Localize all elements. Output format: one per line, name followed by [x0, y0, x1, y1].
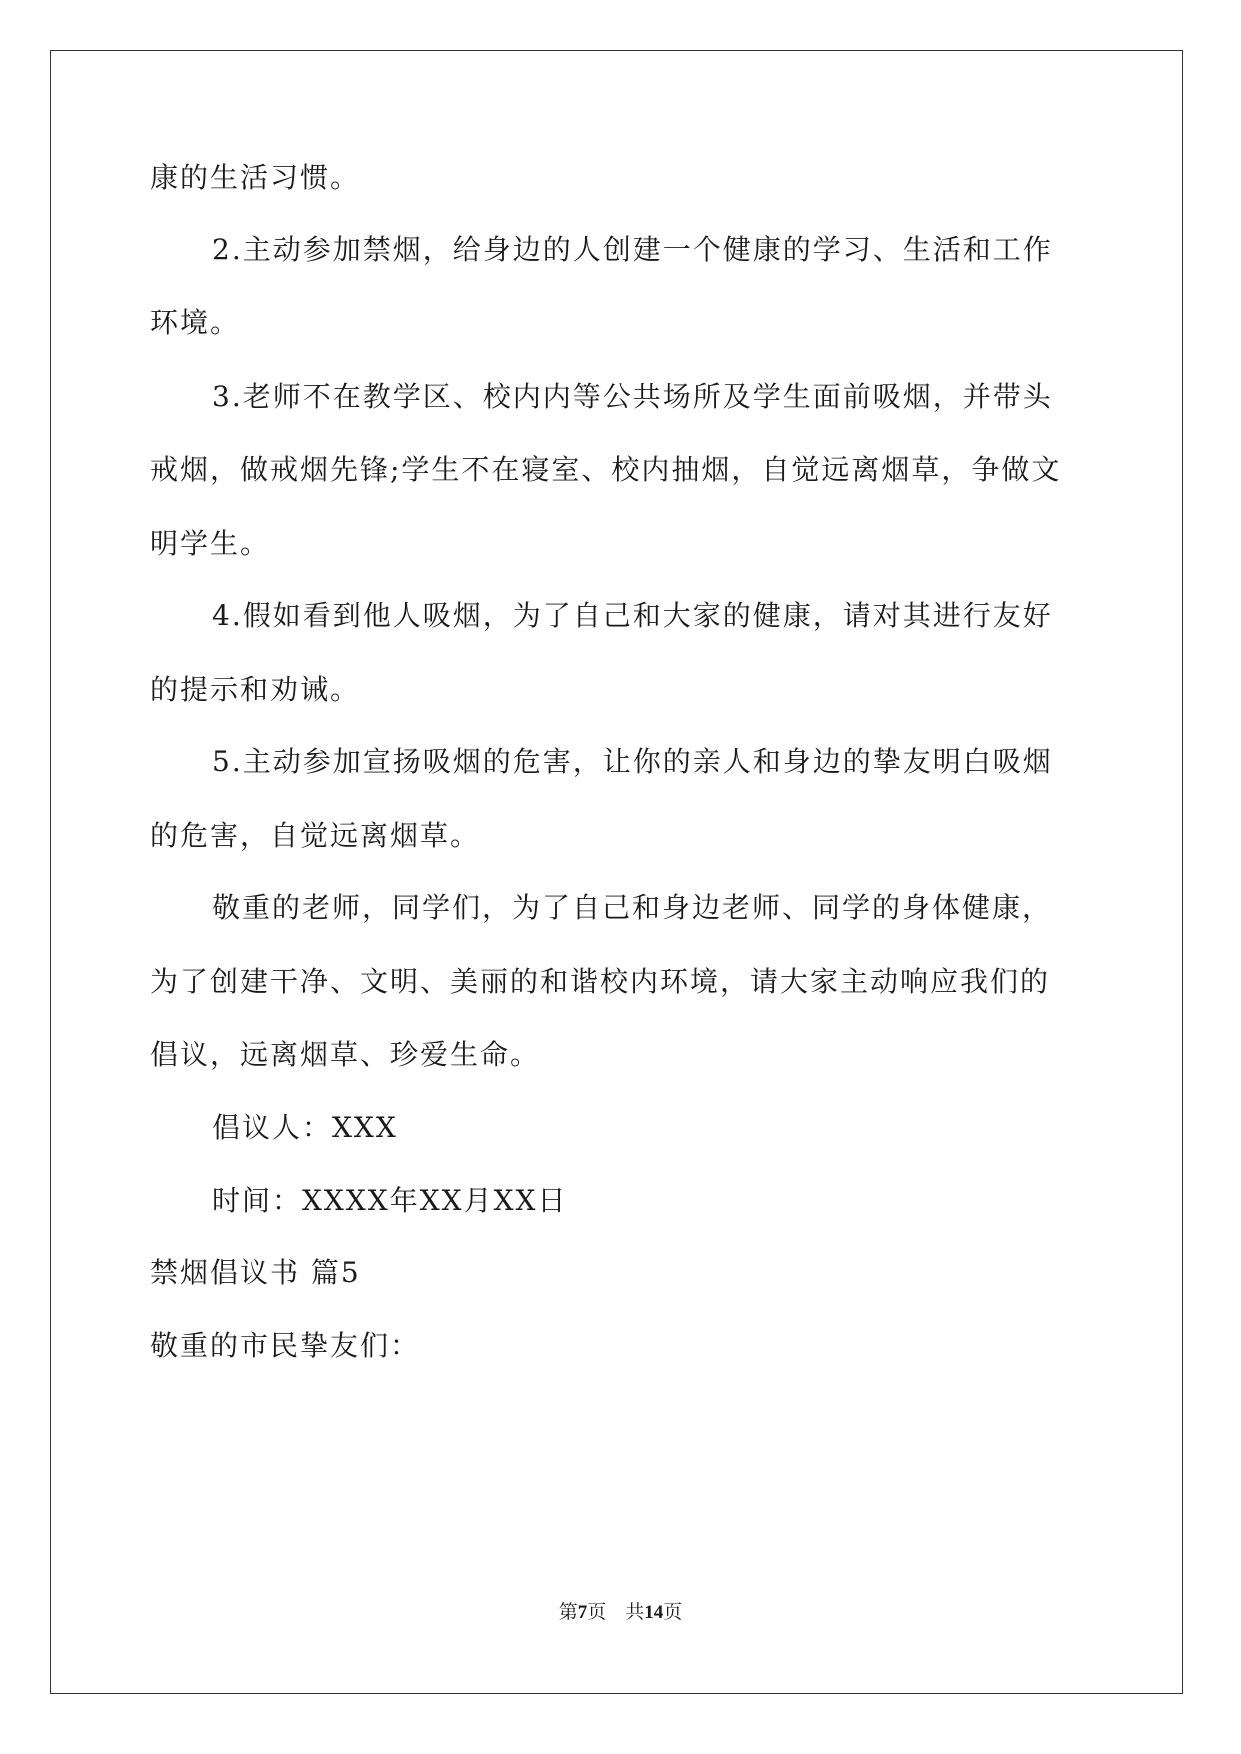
- text-line: 为了创建干净、文明、美丽的和谐校内环境，请大家主动响应我们的: [150, 965, 1051, 998]
- text-line: 的危害，自觉远离烟草。: [150, 819, 481, 852]
- list-item-4: 4.假如看到他人吸烟，为了自己和大家的健康，请对其进行友好: [212, 599, 1053, 632]
- text-line: 康的生活习惯。: [150, 161, 361, 194]
- page-border: [50, 50, 1183, 1694]
- list-item-3: 3.老师不在教学区、校内内等公共场所及学生面前吸烟，并带头: [212, 380, 1053, 413]
- text-line: 的提示和劝诫。: [150, 673, 361, 706]
- total-page-count: 14: [644, 1602, 664, 1623]
- text-line: 明学生。: [150, 527, 271, 560]
- closing-paragraph: 敬重的老师，同学们，为了自己和身边老师、同学的身体健康，: [212, 891, 1053, 924]
- list-item-5: 5.主动参加宣扬吸烟的危害，让你的亲人和身边的挚友明白吸烟: [212, 745, 1053, 778]
- list-item-2: 2.主动参加禁烟，给身边的人创建一个健康的学习、生活和工作: [212, 233, 1053, 266]
- footer-suffix: 页: [663, 1601, 683, 1623]
- text-line: 戒烟，做戒烟先锋;学生不在寝室、校内抽烟，自觉远离烟草，争做文: [150, 453, 1062, 486]
- date-line: 时间：XXXX年XX月XX日: [212, 1184, 568, 1217]
- footer-prefix: 第: [558, 1601, 578, 1623]
- text-line: 环境。: [150, 306, 241, 339]
- proposer-line: 倡议人：XXX: [212, 1111, 398, 1144]
- page-footer: [0, 1600, 1241, 1625]
- text-line: 倡议，远离烟草、珍爱生命。: [150, 1038, 541, 1071]
- salutation: 敬重的市民挚友们：: [150, 1329, 421, 1362]
- current-page-number: 7: [577, 1602, 588, 1623]
- section-heading: 禁烟倡议书 篇5: [150, 1256, 361, 1289]
- footer-middle: 页 共: [587, 1601, 645, 1623]
